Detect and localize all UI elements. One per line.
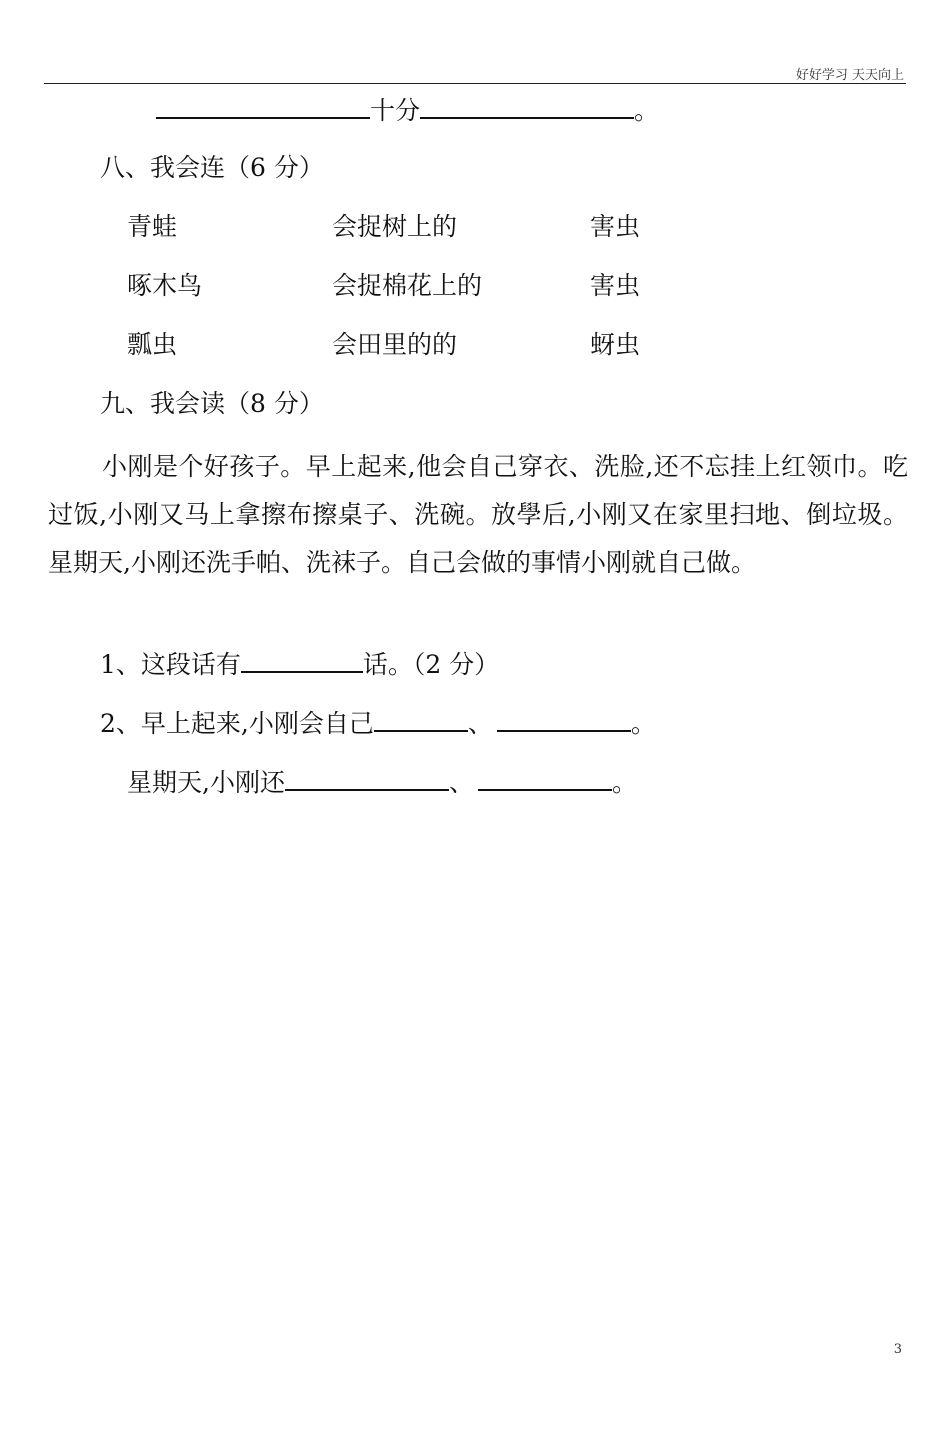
question-1-suffix: 话。（2 分） xyxy=(362,650,500,679)
top-line-end: 。 xyxy=(634,96,660,125)
question-2-prefix: 2、早上起来,小刚会自己 xyxy=(100,709,374,738)
question-1 xyxy=(100,649,499,680)
question-3-blank-1[interactable] xyxy=(285,767,449,791)
section9-title: 九、我会读（8 分） xyxy=(100,389,324,418)
top-line-middle: 十分 xyxy=(370,96,421,125)
match-left-3[interactable]: 瓢虫 xyxy=(127,330,178,359)
question-2-end: 。 xyxy=(630,709,656,738)
question-1-blank[interactable] xyxy=(241,649,363,673)
question-2-blank-2[interactable] xyxy=(497,708,631,732)
section8-title: 八、我会连（6 分） xyxy=(100,153,324,182)
header-slogan: 好好学习 天天向上 xyxy=(795,68,904,83)
reading-passage: 小刚是个好孩子。早上起来,他会自己穿衣、洗脸,还不忘挂上红领巾。吃过饭,小刚又马上拿擦布擦桌子、洗碗。放學后,小刚又在家里扫地、倒垃圾。星期天,小刚还洗手帕、洗袜子。自己会做的事情小刚就自己做。 xyxy=(48,452,908,577)
question-2 xyxy=(100,708,656,739)
question-2-sep: 、 xyxy=(467,709,493,738)
top-fill-line xyxy=(156,95,659,126)
match-right-2[interactable]: 害虫 xyxy=(590,271,641,300)
match-left-2[interactable]: 啄木鸟 xyxy=(127,271,203,300)
question-3 xyxy=(127,767,637,798)
match-middle-1[interactable]: 会捉树上的 xyxy=(332,212,458,241)
question-3-sep: 、 xyxy=(448,768,474,797)
question-3-prefix: 星期天,小刚还 xyxy=(127,768,285,797)
match-middle-3[interactable]: 会田里的的 xyxy=(332,330,458,359)
page-number: 3 xyxy=(893,1342,902,1357)
header-divider xyxy=(44,83,906,84)
question-1-prefix: 1、这段话有 xyxy=(100,650,241,679)
blank-1[interactable] xyxy=(156,95,370,119)
match-right-1[interactable]: 害虫 xyxy=(590,212,641,241)
match-right-3[interactable]: 蚜虫 xyxy=(590,330,641,359)
question-3-end: 。 xyxy=(611,768,637,797)
match-left-1[interactable]: 青蛙 xyxy=(127,212,178,241)
blank-2[interactable] xyxy=(420,95,634,119)
match-middle-2[interactable]: 会捉棉花上的 xyxy=(332,271,483,300)
question-2-blank-1[interactable] xyxy=(374,708,468,732)
question-3-blank-2[interactable] xyxy=(478,767,612,791)
